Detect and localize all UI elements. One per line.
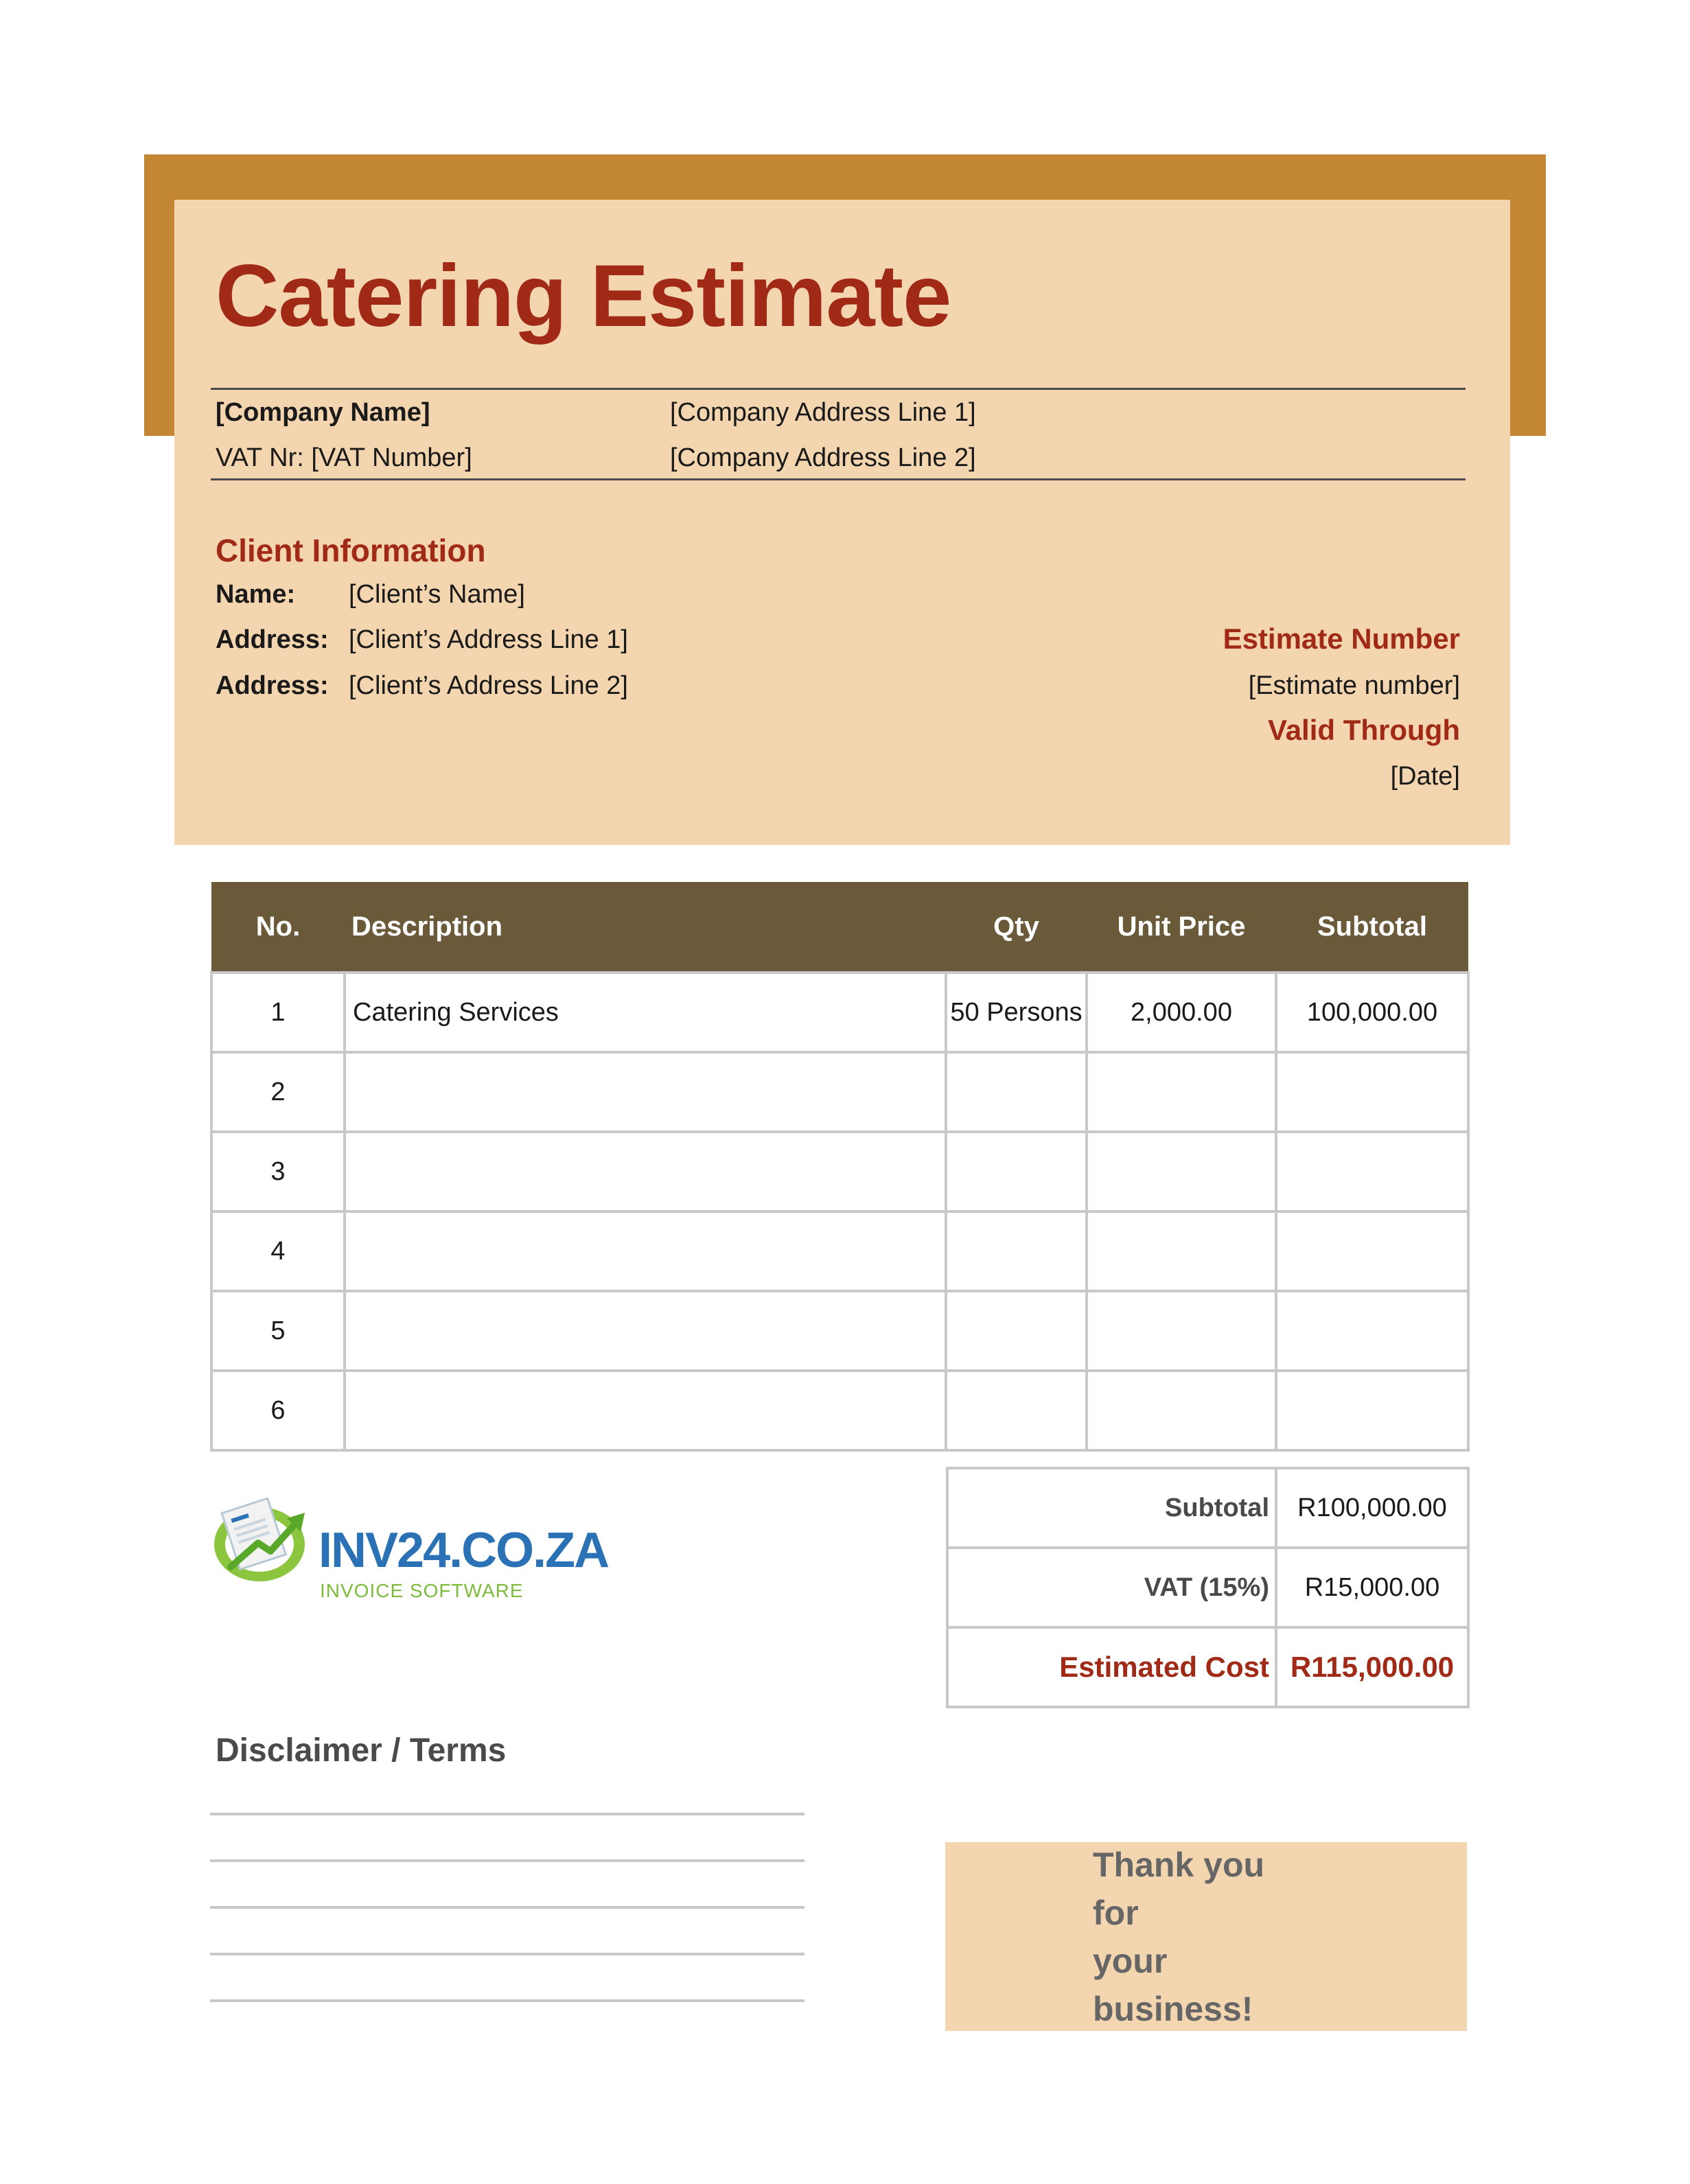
row-subtotal bbox=[1276, 1371, 1468, 1450]
company-name: [Company Name] bbox=[216, 398, 430, 427]
estimate-number-value: [Estimate number] bbox=[1248, 671, 1460, 700]
table-row bbox=[211, 1132, 1468, 1211]
document-title: Catering Estimate bbox=[216, 247, 951, 345]
client-address-label-1: Address: bbox=[216, 625, 329, 654]
company-vat-number: VAT Nr: [VAT Number] bbox=[216, 443, 472, 472]
row-qty[interactable] bbox=[946, 1132, 1087, 1211]
valid-through-value: [Date] bbox=[1390, 762, 1460, 791]
thank-you-box bbox=[945, 1842, 1467, 2031]
totals-table bbox=[946, 1467, 1470, 1708]
row-description[interactable] bbox=[345, 1211, 946, 1291]
row-qty[interactable] bbox=[946, 1291, 1087, 1371]
row-description[interactable] bbox=[345, 1052, 946, 1132]
header-qty: Qty bbox=[946, 882, 1087, 973]
invoice-arrow-logo-icon bbox=[210, 1488, 313, 1584]
table-row bbox=[211, 1291, 1468, 1371]
disclaimer-terms-heading: Disclaimer / Terms bbox=[216, 1732, 507, 1769]
table-row bbox=[211, 1052, 1468, 1132]
row-no: 6 bbox=[211, 1371, 345, 1450]
totals-row-vat bbox=[947, 1548, 1468, 1627]
row-unit-price[interactable] bbox=[1087, 1132, 1276, 1211]
row-unit-price[interactable] bbox=[1087, 1291, 1276, 1371]
row-description[interactable] bbox=[345, 1291, 946, 1371]
client-address-value-2: [Client’s Address Line 2] bbox=[349, 671, 628, 700]
client-info-heading: Client Information bbox=[216, 533, 486, 568]
company-divider-bottom bbox=[211, 478, 1466, 480]
row-no: 3 bbox=[211, 1132, 345, 1211]
client-name-label: Name: bbox=[216, 580, 296, 609]
logo-tagline: INVOICE SOFTWARE bbox=[320, 1580, 524, 1601]
row-subtotal bbox=[1276, 1132, 1468, 1211]
logo-brand-text: INV24.CO.ZA bbox=[319, 1523, 609, 1578]
thank-you-line-1: Thank you for bbox=[1093, 1845, 1265, 1932]
client-address-value-1: [Client’s Address Line 1] bbox=[349, 625, 628, 654]
row-subtotal bbox=[1276, 1211, 1468, 1291]
table-row bbox=[211, 1371, 1468, 1450]
totals-row-subtotal bbox=[947, 1468, 1468, 1548]
items-table-header-row bbox=[211, 882, 1468, 973]
row-qty[interactable] bbox=[946, 1211, 1087, 1291]
header-subtotal: Subtotal bbox=[1276, 882, 1468, 973]
vat-label: VAT (15%) bbox=[947, 1548, 1276, 1627]
terms-line[interactable] bbox=[210, 1999, 805, 2002]
row-qty[interactable] bbox=[946, 1371, 1087, 1450]
table-row bbox=[211, 1211, 1468, 1291]
table-row bbox=[211, 973, 1468, 1052]
estimate-number-label: Estimate Number bbox=[1223, 623, 1460, 655]
thank-you-message bbox=[1093, 1841, 1319, 2033]
header-unit-price: Unit Price bbox=[1087, 882, 1276, 973]
client-address-label-2: Address: bbox=[216, 671, 329, 700]
row-qty[interactable]: 50 Persons bbox=[946, 973, 1087, 1052]
company-address-line-2: [Company Address Line 2] bbox=[670, 443, 976, 472]
client-name-value: [Client’s Name] bbox=[349, 580, 525, 609]
company-address-line-1: [Company Address Line 1] bbox=[670, 398, 976, 427]
terms-line[interactable] bbox=[210, 1906, 805, 1909]
header-no: No. bbox=[211, 882, 345, 973]
valid-through-label: Valid Through bbox=[1268, 714, 1460, 746]
thank-you-line-2: your business! bbox=[1093, 1941, 1253, 2028]
row-no: 2 bbox=[211, 1052, 345, 1132]
row-subtotal bbox=[1276, 1291, 1468, 1371]
totals-row-estimated bbox=[947, 1627, 1468, 1707]
estimated-cost-value: R115,000.00 bbox=[1276, 1627, 1468, 1707]
row-description[interactable] bbox=[345, 1132, 946, 1211]
row-unit-price[interactable] bbox=[1087, 1371, 1276, 1450]
row-no: 1 bbox=[211, 973, 345, 1052]
company-divider-top bbox=[211, 388, 1466, 390]
row-description[interactable]: Catering Services bbox=[345, 973, 946, 1052]
row-subtotal bbox=[1276, 1052, 1468, 1132]
row-no: 5 bbox=[211, 1291, 345, 1371]
row-unit-price[interactable] bbox=[1087, 1211, 1276, 1291]
row-unit-price[interactable] bbox=[1087, 1052, 1276, 1132]
items-table bbox=[210, 882, 1470, 1452]
vat-value: R15,000.00 bbox=[1276, 1548, 1468, 1627]
row-no: 4 bbox=[211, 1211, 345, 1291]
row-qty[interactable] bbox=[946, 1052, 1087, 1132]
row-description[interactable] bbox=[345, 1371, 946, 1450]
terms-line[interactable] bbox=[210, 1813, 805, 1815]
estimated-cost-label: Estimated Cost bbox=[947, 1627, 1276, 1707]
row-unit-price[interactable]: 2,000.00 bbox=[1087, 973, 1276, 1052]
subtotal-label: Subtotal bbox=[947, 1468, 1276, 1548]
terms-line[interactable] bbox=[210, 1859, 805, 1862]
row-subtotal: 100,000.00 bbox=[1276, 973, 1468, 1052]
terms-line[interactable] bbox=[210, 1953, 805, 1955]
header-description: Description bbox=[345, 882, 946, 973]
subtotal-value: R100,000.00 bbox=[1276, 1468, 1468, 1548]
